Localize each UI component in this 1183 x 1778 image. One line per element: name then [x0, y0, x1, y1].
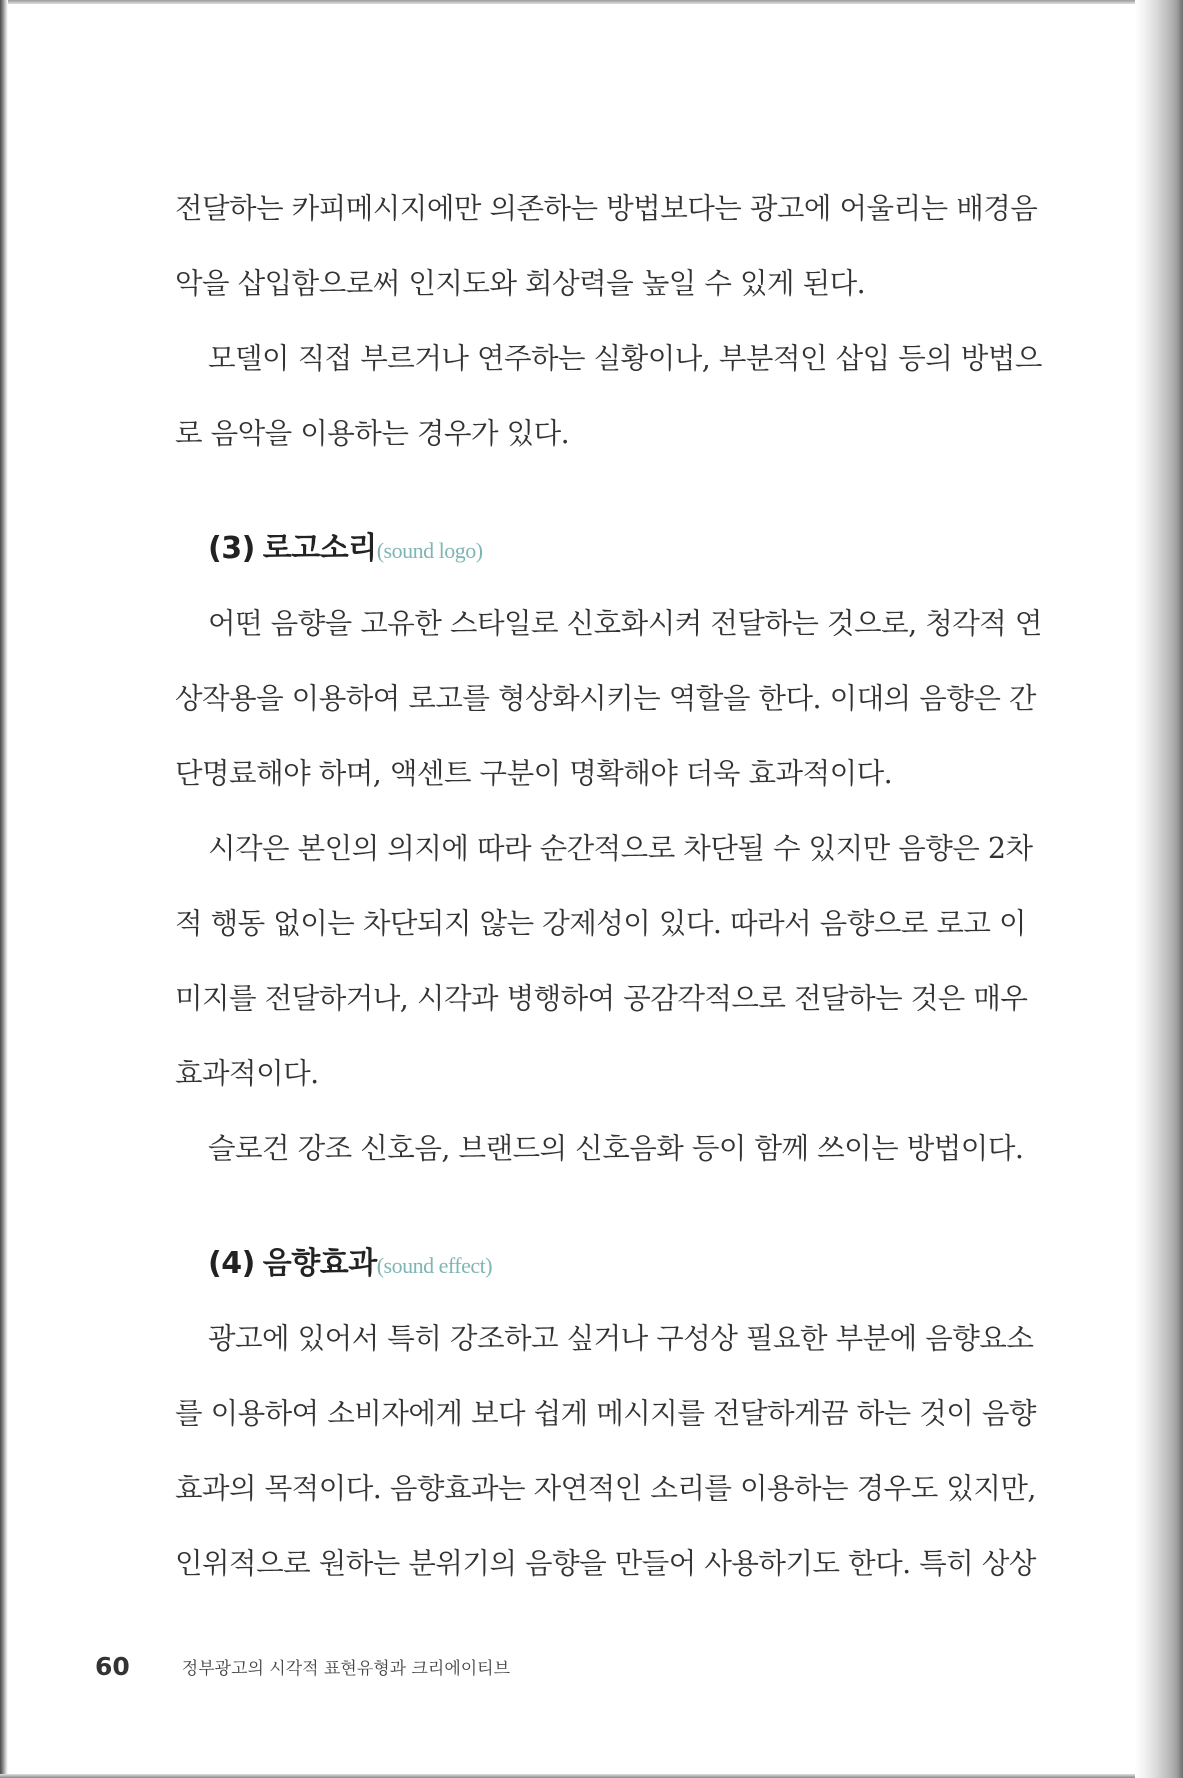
paragraph-3: [175, 605, 1042, 830]
section-title: 음향효과: [262, 1246, 377, 1281]
text-line: 를 이용하여 소비자에게 보다 쉽게 메시지를 전달하게끔 하는 것이 음향: [175, 1397, 1036, 1430]
paragraph-4: [175, 830, 1033, 1130]
section-number: (4): [208, 1246, 255, 1281]
body-text: [175, 190, 1042, 1620]
text-line: 악을 삽입함으로써 인지도와 회상력을 높일 수 있게 된다.: [175, 267, 866, 300]
text-line: 모델이 직접 부르거나 연주하는 실황이나, 부분적인 삽입 등의 방법으: [208, 342, 1042, 375]
paragraph-2: [175, 340, 1042, 490]
text-line: 시각은 본인의 의지에 따라 순간적으로 차단될 수 있지만 음향은 2차: [208, 832, 1033, 865]
section-heading-sound-effect: [175, 1245, 985, 1320]
section-title: 로고소리: [262, 531, 377, 566]
text-line: 효과의 목적이다. 음향효과는 자연적인 소리를 이용하는 경우도 있지만,: [175, 1472, 1036, 1505]
text-line: 슬로건 강조 신호음, 브랜드의 신호음화 등이 함께 쓰이는 방법이다.: [208, 1132, 1024, 1165]
text-line: 미지를 전달하거나, 시각과 병행하여 공감각적으로 전달하는 것은 매우: [175, 982, 1028, 1015]
section-english-title: (sound logo): [376, 538, 483, 563]
page-curl-shadow: [1135, 0, 1183, 1778]
text-line: 적 행동 없이는 차단되지 않는 강제성이 있다. 따라서 음향으로 로고 이: [175, 907, 1027, 940]
page-number: 60: [95, 1652, 130, 1681]
paragraph-1: [175, 190, 1038, 340]
text-line: 광고에 있어서 특히 강조하고 싶거나 구성상 필요한 부분에 음향요소: [208, 1322, 1034, 1355]
running-title: 정부광고의 시각적 표현유형과 크리에이티브: [181, 1659, 511, 1679]
page-footer: [95, 1652, 510, 1681]
text-line: 상작용을 이용하여 로고를 형상화시키는 역할을 한다. 이대의 음향은 간: [175, 682, 1036, 715]
page-edge-bottom: [0, 1774, 1183, 1778]
text-line: 효과적이다.: [175, 1057, 319, 1090]
page-edge-top: [0, 0, 1183, 4]
text-line: 전달하는 카피메시지에만 의존하는 방법보다는 광고에 어울리는 배경음: [175, 192, 1038, 225]
text-line: 로 음악을 이용하는 경우가 있다.: [175, 417, 570, 450]
page-edge-left: [0, 0, 8, 1778]
section-gap: [175, 1205, 985, 1245]
section-heading-sound-logo: [175, 530, 985, 605]
paragraph-5: [175, 1130, 1024, 1205]
section-gap: [175, 490, 985, 530]
text-line: 단명료해야 하며, 액센트 구분이 명확해야 더욱 효과적이다.: [175, 757, 893, 790]
text-line: 인위적으로 원하는 분위기의 음향을 만들어 사용하기도 한다. 특히 상상: [175, 1547, 1036, 1580]
section-number: (3): [208, 531, 255, 566]
paragraph-6: [175, 1320, 1036, 1620]
text-line: 어떤 음향을 고유한 스타일로 신호화시켜 전달하는 것으로, 청각적 연: [208, 607, 1042, 640]
section-english-title: (sound effect): [376, 1253, 493, 1278]
